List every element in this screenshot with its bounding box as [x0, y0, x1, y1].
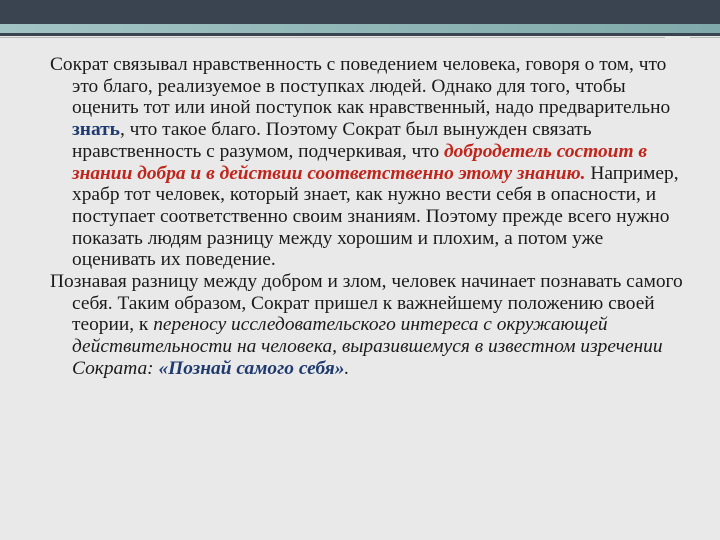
know-thyself-quote: «Познай самого себя» [158, 357, 345, 379]
paragraph-know-thyself [50, 271, 690, 380]
paragraph2-text-a: Познавая разницу между добром и злом, человек начинает познавать самого себя. Таким образом, Сократ пришел к важнейшему положению своей теории, к [50, 271, 683, 336]
header-divider [0, 37, 665, 38]
header-accent-band [0, 24, 720, 33]
paragraph1-text-c: Например, храбр тот человек, который знает, как нужно вести себя в опасности, и поступает соответственно своим знаниям. Поэтому прежде всего нужно показать людям разницу между хорошим и плохим, а потом уже оценивать их поведение. [72, 162, 679, 271]
header-divider-right [690, 37, 720, 38]
paragraph1-text-a: Сократ связывал нравственность с поведением человека, говоря о том, что это благо, реализуемое в поступках людей. Однако для того, чтобы оценить тот или иной поступок как нравственный, надо предварительно [50, 54, 671, 119]
paragraph2-end: . [344, 357, 350, 379]
paragraph2-italic: переносу исследовательского интереса с окружающей действительности на человека, выразившемуся в известном изречении Сократа: [72, 314, 663, 379]
slide-body [50, 54, 690, 380]
paragraph-socrates-ethics [50, 54, 690, 271]
virtue-definition-highlight: добродетель состоит в знании добра и в действии соответственно этому знанию. [72, 140, 648, 184]
paragraph1-text-b: , что такое благо. Поэтому Сократ был вынужден связать нравственность с разумом, подчеркивая, что [72, 119, 592, 162]
keyword-know: знать [72, 119, 120, 141]
